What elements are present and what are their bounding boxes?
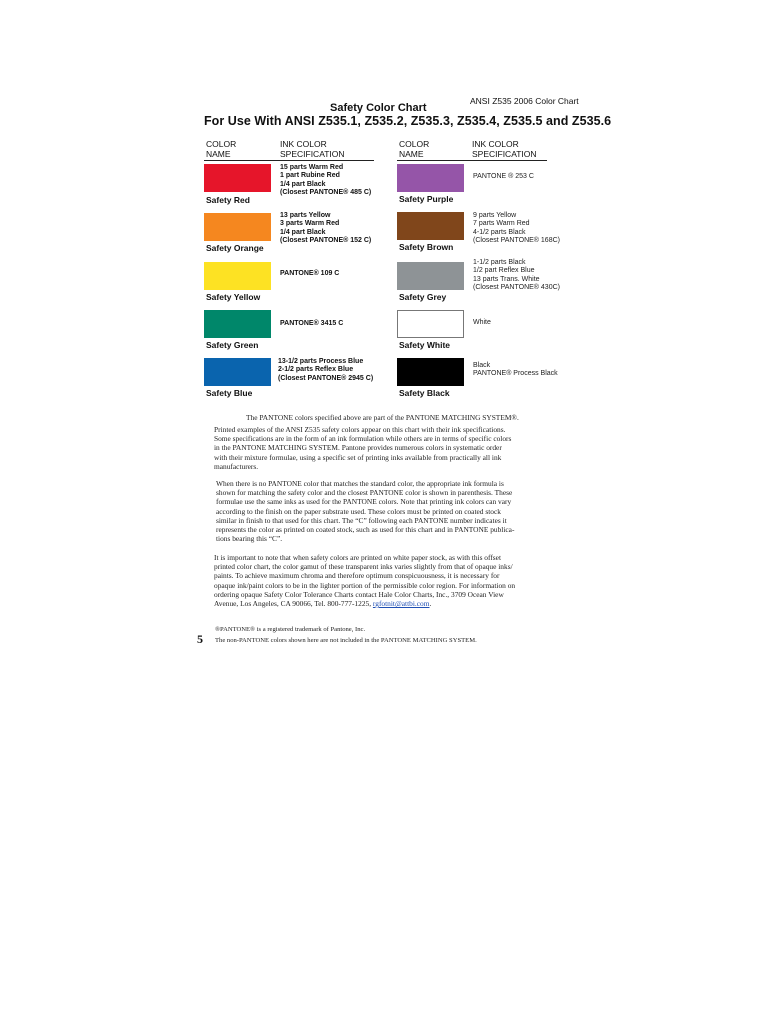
color-swatch	[204, 358, 271, 386]
color-name: Safety Black	[399, 388, 450, 398]
left-ink-spec-header: INK COLOR SPECIFICATION	[280, 139, 345, 159]
header-rule-left	[204, 160, 374, 161]
paragraph-no-pantone-match: When there is no PANTONE color that matches the standard color, the appropriate ink formula is shown for matching the safety color and the closest PANTONE color is shown in parenthesis. These formulae use the same inks as used for the PANTONE colors. Note that printing ink colors can vary according to the finish on the paper substrate used. These colors must be printed on coated stock similar in finish to that used for this chart. The “C” following each PANTONE number indicates it represents the color as printed on coated stock, such as used for this chart and in PANTONE publica- tions bearing this “C”.	[216, 479, 515, 544]
paragraph-printed-examples: Printed examples of the ANSI Z535 safety colors appear on this chart with their ink specifications. Some specifications are in the form of an ink formulation while others are in terms of specific colors in the PANTONE MATCHING SYSTEM. Pantone provides numerous colors in systematic order with their mixture formulae, using a specific set of printing inks available from practically all ink manufacturers.	[214, 425, 512, 471]
color-name: Safety Grey	[399, 292, 447, 302]
page-title: Safety Color Chart	[330, 102, 427, 114]
ink-spec: 1-1/2 parts Black 1/2 part Reflex Blue 13 parts Trans. White (Closest PANTONE® 430C)	[473, 259, 560, 291]
color-swatch	[397, 310, 464, 338]
header-rule-right	[397, 160, 547, 161]
color-name: Safety Brown	[399, 242, 454, 252]
color-name: Safety Purple	[399, 194, 454, 204]
color-swatch	[204, 310, 271, 338]
ink-spec: PANTONE® 3415 C	[280, 320, 344, 327]
color-name: Safety Green	[206, 340, 259, 350]
color-name: Safety Orange	[206, 243, 264, 253]
ink-spec: 9 parts Yellow 7 parts Warm Red 4-1/2 parts Black (Closest PANTONE® 168C)	[473, 212, 560, 244]
color-swatch	[204, 164, 271, 192]
ink-spec: White	[473, 319, 491, 326]
paragraph-white-stock-note: It is important to note that when safety colors are printed on white paper stock, as with this offset printed color chart, the color gamut of these transparent inks varies slightly from that of opaque inks/ paints. To achieve maximum chroma and therefore optimum conspicuousness, it is necessary for opaque ink/paint colors to be in the lighter portion of the permissible color region. For information on ordering opaque Safety Color Tolerance Charts contact Hale Color Charts, Inc., 3709 Ocean View Avenue, Los Angeles, CA 90066, Tel. 800-777-1225, rgfotnit@attbi.com.	[214, 553, 516, 609]
color-swatch	[204, 213, 271, 241]
chart-edition-label: ANSI Z535 2006 Color Chart	[470, 96, 579, 106]
right-color-name-header: COLOR NAME	[399, 139, 430, 159]
ink-spec: 15 parts Warm Red 1 part Rubine Red 1/4 part Black (Closest PANTONE® 485 C)	[280, 164, 372, 196]
non-pantone-footnote: The non-PANTONE colors shown here are not included in the PANTONE MATCHING SYSTEM.	[215, 637, 477, 644]
color-swatch	[397, 164, 464, 192]
pantone-intro-line: The PANTONE colors specified above are part of the PANTONE MATCHING SYSTEM®.	[246, 413, 519, 422]
trademark-footnote: ®PANTONE® is a registered trademark of Pantone, Inc.	[215, 626, 366, 633]
color-swatch	[397, 212, 464, 240]
color-name: Safety White	[399, 340, 451, 350]
page-number: 5	[197, 632, 203, 646]
right-ink-spec-header: INK COLOR SPECIFICATION	[472, 139, 537, 159]
left-color-name-header: COLOR NAME	[206, 139, 237, 159]
ink-spec: 13-1/2 parts Process Blue 2-1/2 parts Reflex Blue (Closest PANTONE® 2945 C)	[278, 358, 374, 382]
color-name: Safety Red	[206, 195, 250, 205]
ink-spec: Black PANTONE® Process Black	[473, 362, 558, 378]
ink-spec: 13 parts Yellow 3 parts Warm Red 1/4 part Black (Closest PANTONE® 152 C)	[280, 212, 372, 244]
ink-spec: PANTONE ® 253 C	[473, 173, 534, 180]
page-subtitle: For Use With ANSI Z535.1, Z535.2, Z535.3, Z535.4, Z535.5 and Z535.6	[204, 114, 612, 128]
color-name: Safety Blue	[206, 388, 253, 398]
color-swatch	[397, 262, 464, 290]
contact-email-link[interactable]: rgfotnit@attbi.com	[372, 599, 430, 609]
color-name: Safety Yellow	[206, 292, 261, 302]
color-swatch	[397, 358, 464, 386]
ink-spec: PANTONE® 109 C	[280, 270, 340, 277]
color-swatch	[204, 262, 271, 290]
